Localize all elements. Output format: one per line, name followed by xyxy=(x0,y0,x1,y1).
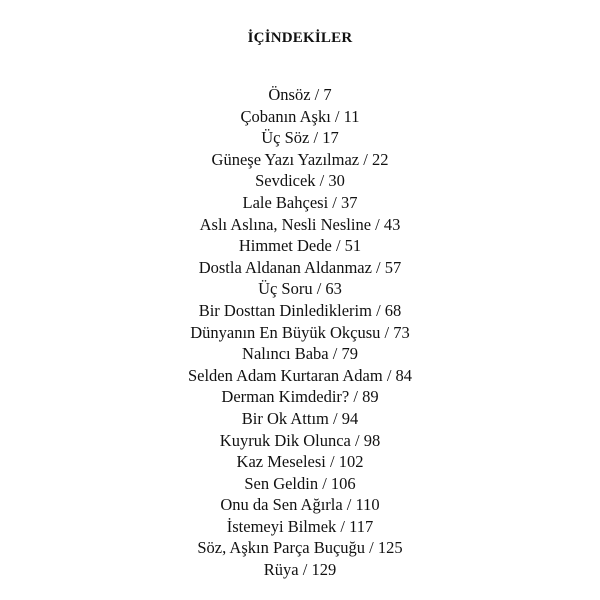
toc-entry: Üç Söz / 17 xyxy=(261,128,339,148)
toc-entry: İstemeyi Bilmek / 117 xyxy=(226,516,374,536)
toc-entry: Lale Bahçesi / 37 xyxy=(242,192,358,212)
toc-entry: Derman Kimdedir? / 89 xyxy=(221,387,379,407)
toc-entry: Dostla Aldanan Aldanmaz / 57 xyxy=(198,257,402,277)
toc-entry: Himmet Dede / 51 xyxy=(238,236,362,256)
toc-entry: Söz, Aşkın Parça Buçuğu / 125 xyxy=(197,538,403,558)
toc-entry: Önsöz / 7 xyxy=(268,85,332,104)
table-of-contents xyxy=(0,84,600,581)
toc-entry: Çobanın Aşkı / 11 xyxy=(240,106,360,126)
toc-entry: Onu da Sen Ağırla / 110 xyxy=(220,495,380,515)
toc-entry: Selden Adam Kurtaran Adam / 84 xyxy=(187,365,413,385)
toc-entry: Güneşe Yazı Yazılmaz / 22 xyxy=(211,149,389,169)
toc-entry: Dünyanın En Büyük Okçusu / 73 xyxy=(190,322,410,342)
toc-entry: Üç Soru / 63 xyxy=(258,279,342,299)
toc-entry: Kaz Meselesi / 102 xyxy=(236,452,364,472)
toc-entry: Sen Geldin / 106 xyxy=(244,473,356,493)
page-title: İÇİNDEKİLER xyxy=(247,30,353,46)
toc-entry: Sevdicek / 30 xyxy=(255,171,345,191)
toc-entry: Kuyruk Dik Olunca / 98 xyxy=(219,430,381,450)
toc-entry: Bir Dosttan Dinlediklerim / 68 xyxy=(198,300,402,320)
toc-entry: Bir Ok Attım / 94 xyxy=(241,408,359,428)
toc-entry: Aslı Aslına, Nesli Nesline / 43 xyxy=(199,214,401,234)
toc-entry: Rüya / 129 xyxy=(263,560,337,580)
toc-entry: Nalıncı Baba / 79 xyxy=(242,344,358,364)
